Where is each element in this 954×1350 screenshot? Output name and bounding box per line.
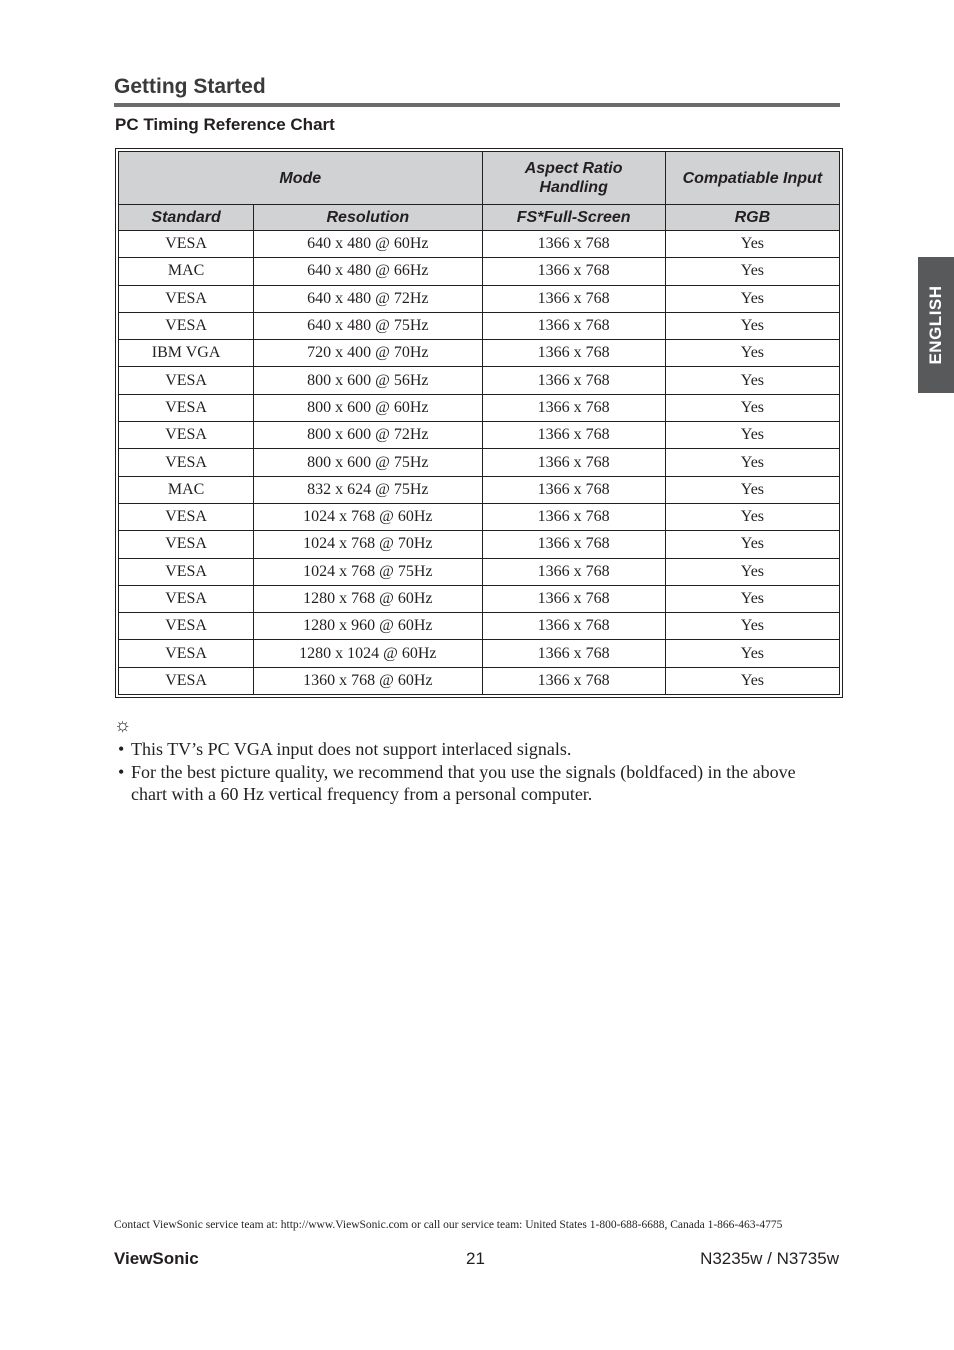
cell-rgb: Yes bbox=[665, 367, 839, 394]
subheader-rgb: RGB bbox=[665, 205, 839, 231]
cell-standard: VESA bbox=[119, 640, 254, 667]
cell-full-screen: 1366 x 768 bbox=[482, 531, 665, 558]
table-row bbox=[119, 667, 840, 694]
cell-full-screen: 1366 x 768 bbox=[482, 340, 665, 367]
table-row bbox=[119, 231, 840, 258]
cell-rgb: Yes bbox=[665, 422, 839, 449]
table-row bbox=[119, 476, 840, 503]
cell-full-screen: 1366 x 768 bbox=[482, 285, 665, 312]
cell-resolution: 800 x 600 @ 72Hz bbox=[254, 422, 482, 449]
page-number: 21 bbox=[466, 1249, 485, 1268]
table-subheader-row bbox=[119, 205, 840, 231]
cell-rgb: Yes bbox=[665, 449, 839, 476]
cell-full-screen: 1366 x 768 bbox=[482, 640, 665, 667]
bullet-icon: • bbox=[118, 739, 125, 759]
cell-standard: VESA bbox=[119, 422, 254, 449]
cell-resolution: 832 x 624 @ 75Hz bbox=[254, 476, 482, 503]
subheader-full-screen: FS*Full-Screen bbox=[482, 205, 665, 231]
cell-standard: VESA bbox=[119, 613, 254, 640]
cell-resolution: 1280 x 768 @ 60Hz bbox=[254, 585, 482, 612]
cell-rgb: Yes bbox=[665, 394, 839, 421]
subheader-standard: Standard bbox=[119, 205, 254, 231]
cell-resolution: 640 x 480 @ 66Hz bbox=[254, 258, 482, 285]
cell-standard: MAC bbox=[119, 258, 254, 285]
cell-standard: MAC bbox=[119, 476, 254, 503]
cell-full-screen: 1366 x 768 bbox=[482, 449, 665, 476]
chart-title: PC Timing Reference Chart bbox=[115, 115, 335, 134]
cell-resolution: 640 x 480 @ 72Hz bbox=[254, 285, 482, 312]
cell-full-screen: 1366 x 768 bbox=[482, 585, 665, 612]
bullet-icon: • bbox=[118, 761, 125, 782]
cell-full-screen: 1366 x 768 bbox=[482, 394, 665, 421]
header-mode: Mode bbox=[119, 152, 483, 205]
language-tab-label: ENGLISH bbox=[926, 285, 945, 365]
table-row bbox=[119, 640, 840, 667]
cell-full-screen: 1366 x 768 bbox=[482, 422, 665, 449]
cell-standard: VESA bbox=[119, 231, 254, 258]
footer-model: N3235w / N3735w bbox=[700, 1249, 839, 1268]
table-row bbox=[119, 531, 840, 558]
cell-rgb: Yes bbox=[665, 285, 839, 312]
header-aspect-ratio bbox=[482, 152, 665, 205]
cell-standard: VESA bbox=[119, 585, 254, 612]
note-item bbox=[118, 761, 818, 806]
table-row bbox=[119, 312, 840, 339]
cell-resolution: 1280 x 960 @ 60Hz bbox=[254, 613, 482, 640]
cell-rgb: Yes bbox=[665, 476, 839, 503]
cell-rgb: Yes bbox=[665, 531, 839, 558]
table-row bbox=[119, 258, 840, 285]
table-row bbox=[119, 367, 840, 394]
note-text: This TV’s PC VGA input does not support interlaced signals. bbox=[131, 739, 572, 759]
cell-standard: VESA bbox=[119, 367, 254, 394]
header-aspect-line-2: Handling bbox=[539, 179, 608, 196]
cell-resolution: 1360 x 768 @ 60Hz bbox=[254, 667, 482, 694]
contact-line: Contact ViewSonic service team at: http://www.ViewSonic.com or call our service team: United States 1-800-688-6688, Canada 1-866-463-4775 bbox=[114, 1219, 783, 1231]
cell-standard: VESA bbox=[119, 667, 254, 694]
table-row bbox=[119, 449, 840, 476]
table-row bbox=[119, 558, 840, 585]
footer-brand: ViewSonic bbox=[114, 1249, 199, 1268]
table-row bbox=[119, 340, 840, 367]
cell-rgb: Yes bbox=[665, 585, 839, 612]
section-title: Getting Started bbox=[114, 75, 266, 98]
cell-rgb: Yes bbox=[665, 312, 839, 339]
cell-standard: VESA bbox=[119, 558, 254, 585]
note-text: For the best picture quality, we recommend that you use the signals (boldfaced) in the above chart with a 60 Hz vertical frequency from a personal computer. bbox=[131, 761, 796, 804]
cell-rgb: Yes bbox=[665, 258, 839, 285]
header-compatible-input: Compatiable Input bbox=[665, 152, 839, 205]
cell-rgb: Yes bbox=[665, 503, 839, 530]
language-tab bbox=[918, 257, 954, 393]
cell-standard: VESA bbox=[119, 285, 254, 312]
subheader-resolution: Resolution bbox=[254, 205, 482, 231]
cell-full-screen: 1366 x 768 bbox=[482, 312, 665, 339]
cell-rgb: Yes bbox=[665, 667, 839, 694]
cell-resolution: 640 x 480 @ 75Hz bbox=[254, 312, 482, 339]
cell-resolution: 800 x 600 @ 60Hz bbox=[254, 394, 482, 421]
cell-rgb: Yes bbox=[665, 613, 839, 640]
cell-resolution: 720 x 400 @ 70Hz bbox=[254, 340, 482, 367]
table-row bbox=[119, 285, 840, 312]
cell-full-screen: 1366 x 768 bbox=[482, 231, 665, 258]
table-row bbox=[119, 422, 840, 449]
cell-standard: VESA bbox=[119, 503, 254, 530]
cell-resolution: 1024 x 768 @ 75Hz bbox=[254, 558, 482, 585]
cell-standard: VESA bbox=[119, 312, 254, 339]
cell-standard: VESA bbox=[119, 394, 254, 421]
table-row bbox=[119, 503, 840, 530]
cell-full-screen: 1366 x 768 bbox=[482, 476, 665, 503]
cell-rgb: Yes bbox=[665, 640, 839, 667]
cell-standard: VESA bbox=[119, 531, 254, 558]
cell-full-screen: 1366 x 768 bbox=[482, 258, 665, 285]
cell-resolution: 640 x 480 @ 60Hz bbox=[254, 231, 482, 258]
cell-resolution: 1024 x 768 @ 60Hz bbox=[254, 503, 482, 530]
cell-rgb: Yes bbox=[665, 340, 839, 367]
cell-full-screen: 1366 x 768 bbox=[482, 613, 665, 640]
note-item bbox=[118, 738, 818, 761]
cell-full-screen: 1366 x 768 bbox=[482, 367, 665, 394]
note-icon: ☼ bbox=[114, 715, 132, 736]
timing-table-frame bbox=[115, 148, 843, 698]
header-aspect-line-1: Aspect Ratio bbox=[524, 160, 623, 177]
cell-resolution: 800 x 600 @ 56Hz bbox=[254, 367, 482, 394]
cell-resolution: 1280 x 1024 @ 60Hz bbox=[254, 640, 482, 667]
cell-resolution: 1024 x 768 @ 70Hz bbox=[254, 531, 482, 558]
cell-full-screen: 1366 x 768 bbox=[482, 667, 665, 694]
cell-standard: IBM VGA bbox=[119, 340, 254, 367]
cell-standard: VESA bbox=[119, 449, 254, 476]
table-header-row bbox=[119, 152, 840, 205]
cell-rgb: Yes bbox=[665, 231, 839, 258]
cell-full-screen: 1366 x 768 bbox=[482, 558, 665, 585]
table-row bbox=[119, 585, 840, 612]
cell-resolution: 800 x 600 @ 75Hz bbox=[254, 449, 482, 476]
cell-full-screen: 1366 x 768 bbox=[482, 503, 665, 530]
table-row bbox=[119, 394, 840, 421]
timing-table bbox=[118, 151, 840, 695]
notes-list bbox=[118, 738, 818, 806]
cell-rgb: Yes bbox=[665, 558, 839, 585]
table-row bbox=[119, 613, 840, 640]
section-divider bbox=[114, 103, 840, 107]
